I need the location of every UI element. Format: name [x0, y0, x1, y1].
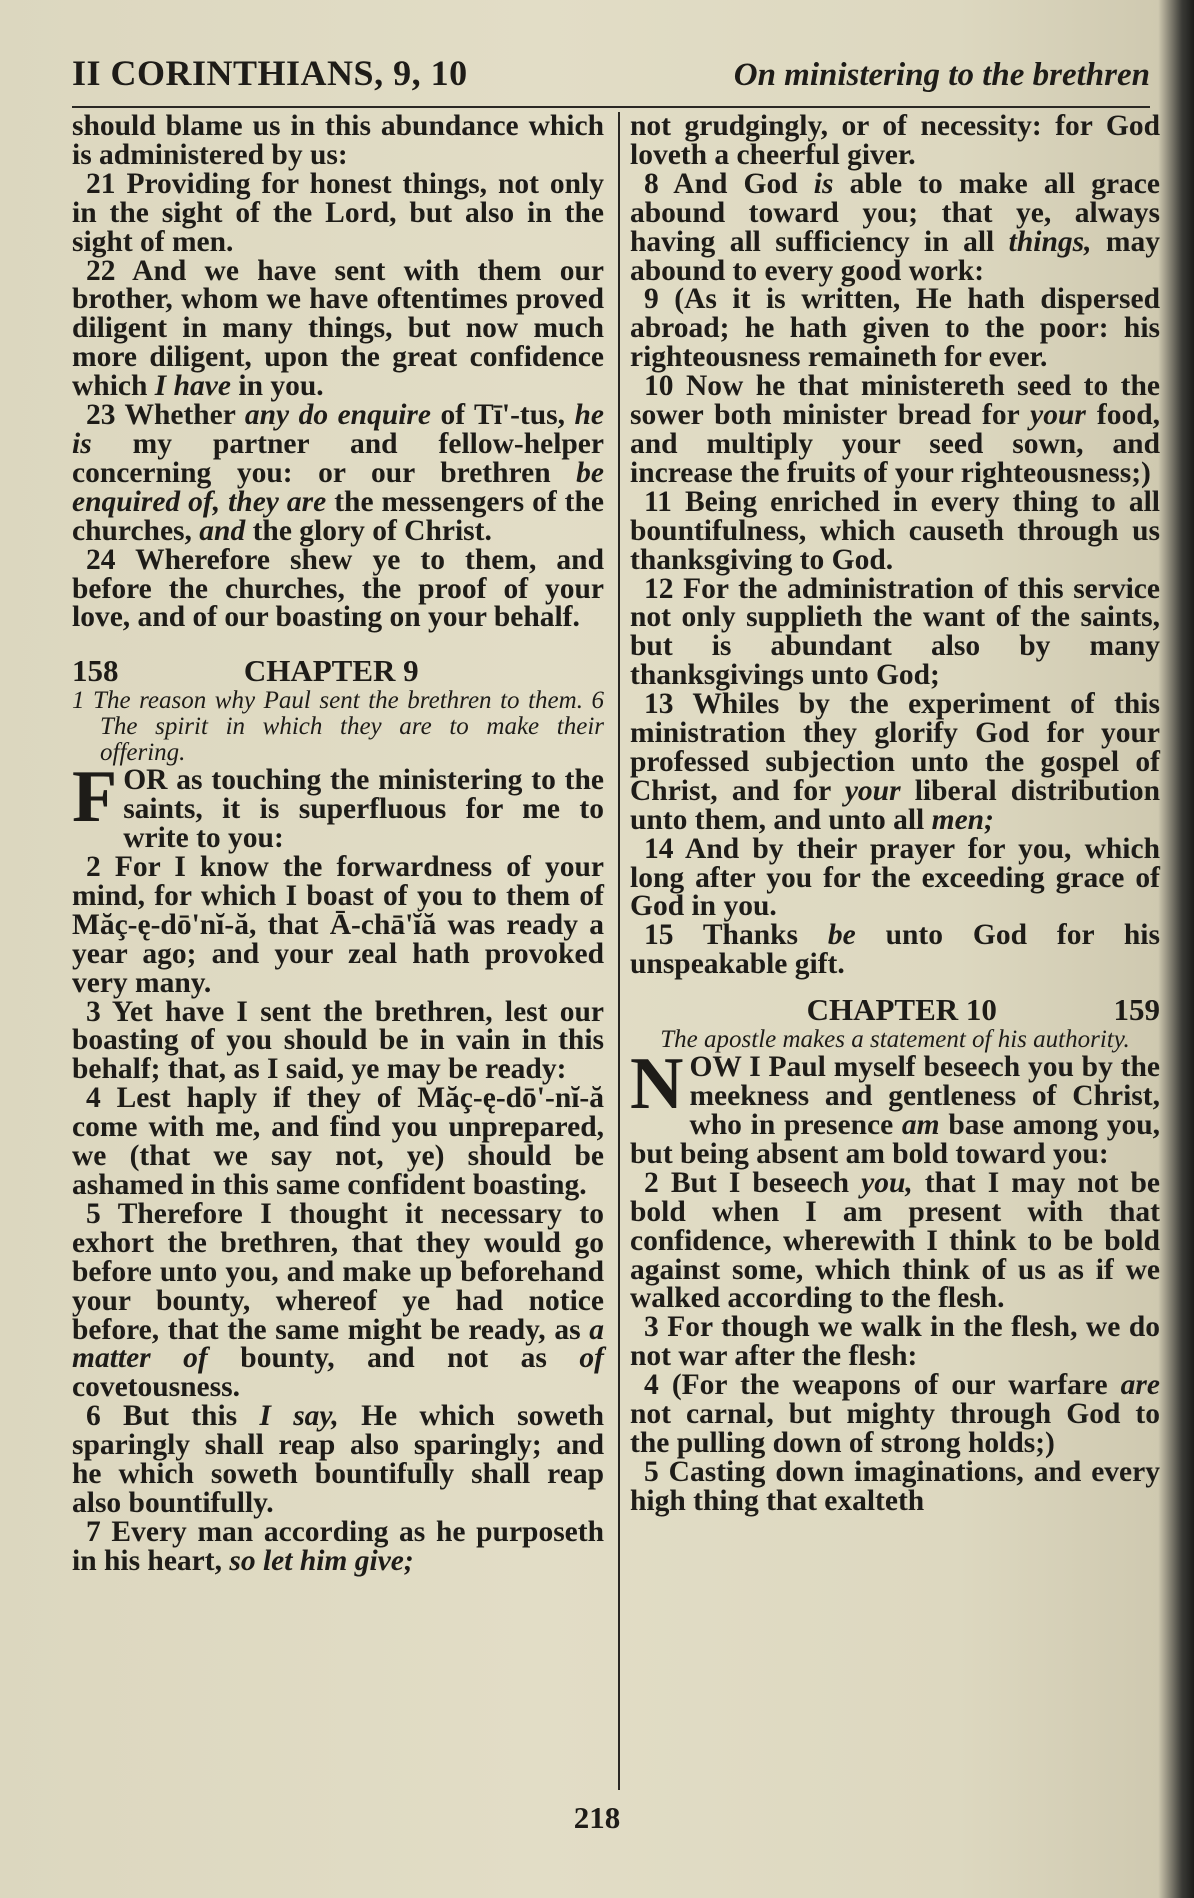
page-number: 218: [573, 1800, 621, 1835]
verse-23: 23 Whether any do enquire of Tī'-tus, he is my partner and fellow-helper concerning you: or our brethren be enquired of, they are the messengers of the churches, and the glory of Christ.: [72, 399, 604, 547]
chapter-9-reference-number: 158: [72, 653, 119, 689]
verse-2-ch10: 2 But I beseech you, that I may not be bold when I am present with that confidence, wherewith I think to be bold against some, which think of us as if we walked according to the flesh.: [630, 1166, 1160, 1315]
drop-cap-f: F: [72, 756, 118, 839]
verse-6: 6 But this I say, He which soweth sparingly shall reap also sparingly; and he which soweth bountifully shall reap also bountifully.: [72, 1400, 604, 1519]
chapter-10-heading: [630, 993, 1160, 1027]
verse-21: 21 Providing for honest things, not only in the sight of the Lord, but also in the sight of men.: [72, 167, 604, 258]
chapter-10-verse-1: N OW I Paul myself beseech you by the meekness and gentleness of Christ, who in presence am base among you, but being absent am bold toward you:: [630, 1043, 1160, 1170]
running-head: [72, 52, 1150, 100]
verse-4-ch10: 4 (For the weapons of our warfare are not carnal, but mighty through God to the pulling down of strong holds;): [630, 1369, 1160, 1459]
verse-11: 11 Being enriched in every thing to all bountifulness, which causeth through us thanksgiving to God.: [630, 485, 1160, 576]
verse-14: 14 And by their prayer for you, which long after you for the exceeding grace of God in you.: [630, 832, 1160, 923]
verse-4: 4 Lest haply if they of Măç-ę-dō'-nĭ-ă come with me, and find you unprepared, we (that we say not, ye) should be ashamed in this same confident boasting.: [72, 1082, 604, 1201]
book-chapter-heading: II CORINTHIANS, 9, 10: [72, 53, 468, 93]
verse-continuation: should blame us in this abundance which is administered by us:: [72, 110, 604, 171]
chapter-9-heading: [72, 654, 604, 688]
verse-7: 7 Every man according as he purposeth in his heart, so let him give;: [72, 1515, 604, 1577]
chapter-9-summary: 1 The reason why Paul sent the brethren to them. 6 The spirit in which they are to make their offering.: [72, 687, 604, 767]
verse-5-ch10: 5 Casting down imaginations, and every high thing that exalteth: [630, 1455, 1160, 1517]
verse-24: 24 Wherefore shew ye to them, and before the churches, the proof of your love, and of our boasting on your behalf.: [72, 543, 604, 634]
verse-7-continuation: not grudgingly, or of necessity: for God loveth a cheerful giver.: [630, 110, 1160, 171]
verse-8: 8 And God is able to make all grace abound toward you; that ye, always having all sufficiency in all things, may abound to every good work:: [630, 167, 1160, 287]
left-column: [72, 112, 604, 1576]
verse-9: 9 (As it is written, He hath dispersed abroad; he hath given to the poor: his righteousness remaineth for ever.: [630, 283, 1160, 374]
verse-13: 13 Whiles by the experiment of this ministration they glorify God for your professed subjection unto the gospel of Christ, and for your liberal distribution unto them, and unto all men;: [630, 688, 1160, 836]
verse-22: 22 And we have sent with them our brother, whom we have oftentimes proved diligent in many things, but now much more diligent, upon the great confidence which I have in you.: [72, 254, 604, 403]
verse-15: 15 Thanks be unto God for his unspeakable gift.: [630, 919, 1160, 981]
header-rule: [72, 106, 1150, 108]
verse-12: 12 For the administration of this service not only supplieth the want of the saints, but is abundant also by many thanksgivings unto God;: [630, 572, 1160, 692]
verse-3: 3 Yet have I sent the brethren, lest our boasting of you should be in vain in this behalf; that, as I said, ye may be ready:: [72, 995, 604, 1086]
chapter-10-title: CHAPTER 10: [806, 992, 997, 1028]
chapter-9-verse-1: F OR as touching the ministering to the saints, it is superfluous for me to write to you:: [72, 756, 604, 855]
right-column: [630, 112, 1160, 1516]
drop-cap-n: N: [630, 1043, 684, 1126]
verse-5: 5 Therefore I thought it necessary to exhort the brethren, that they would go before unto you, and make up beforehand your bounty, whereof ye had notice before, that the same might be ready, as a matter of bounty, and not as of covetousness.: [72, 1197, 604, 1404]
chapter-10-reference-number: 159: [1113, 992, 1160, 1028]
verse-3-ch10: 3 For though we walk in the flesh, we do not war after the flesh:: [630, 1311, 1160, 1373]
chapter-9-title: CHAPTER 9: [243, 653, 419, 689]
column-divider: [618, 112, 620, 1790]
verse-10: 10 Now he that ministereth seed to the sower both minister bread for your food, and multiply your seed sown, and increase the fruits of your righteousness;): [630, 370, 1160, 489]
chapter-10-summary: The apostle makes a statement of his authority.: [660, 1026, 1130, 1054]
section-topic-heading: On ministering to the brethren: [733, 57, 1150, 93]
verse-2: 2 For I know the forwardness of your mind, for which I boast of you to them of Măç-ę-dō'nĭ-ă, that Ā-chā'ĭă was ready a year ago; and your zeal hath provoked very many.: [72, 851, 604, 999]
